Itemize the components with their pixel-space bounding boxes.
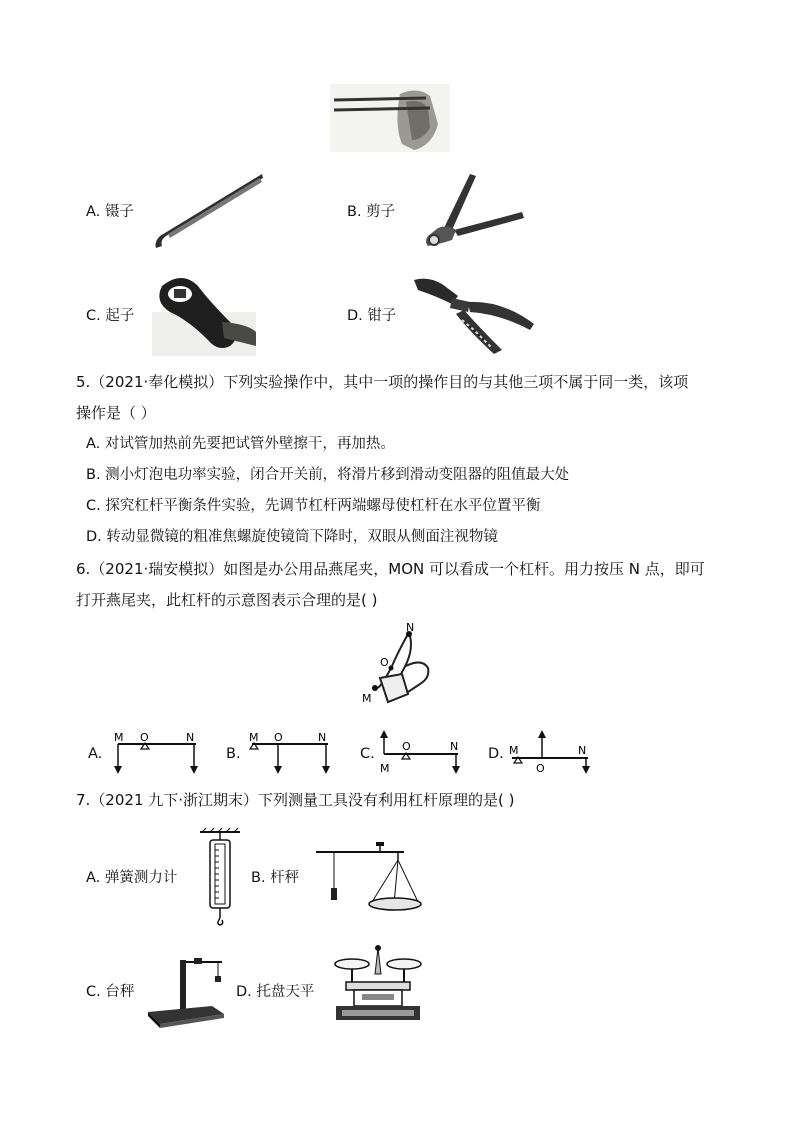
- option-a-m: M: [114, 731, 124, 744]
- q6-option-a-letter[interactable]: A.: [88, 746, 103, 762]
- option-c-m: M: [380, 762, 390, 775]
- option-d-n: N: [578, 744, 587, 757]
- option-d-m: M: [509, 744, 519, 757]
- q6-option-b-letter[interactable]: B.: [226, 746, 241, 762]
- platform-scale-image: [146, 954, 228, 1028]
- balance-image: [332, 944, 424, 1026]
- bolt-cutter-image: [418, 172, 526, 252]
- q5-option-a[interactable]: A. 对试管加热前先要把试管外壁擦干，再加热。: [86, 436, 395, 452]
- clip-label-m: M: [362, 692, 372, 705]
- option-c-n: N: [450, 740, 459, 753]
- option-c-o: O: [402, 740, 411, 753]
- q4-option-a-label[interactable]: A. 镊子: [86, 204, 134, 220]
- q7-option-c-label[interactable]: C. 台秤: [86, 984, 135, 1000]
- q6-option-a-diagram[interactable]: [112, 730, 202, 776]
- q4-option-c-label[interactable]: C. 起子: [86, 308, 135, 324]
- q6-option-d-diagram[interactable]: [508, 728, 594, 776]
- q7-option-a-label[interactable]: A. 弹簧测力计: [86, 870, 178, 886]
- q7-option-d-label[interactable]: D. 托盘天平: [236, 984, 315, 1000]
- q5-option-c[interactable]: C. 探究杠杆平衡条件实验，先调节杠杆两端螺母使杠杆在水平位置平衡: [86, 498, 541, 514]
- q6-option-c-diagram[interactable]: [378, 728, 464, 776]
- chopsticks-hand-image: [330, 84, 450, 152]
- q4-option-d-label[interactable]: D. 钳子: [347, 308, 397, 324]
- clip-label-o: O: [380, 656, 389, 669]
- q5-option-d[interactable]: D. 转动显微镜的粗准焦螺旋使镜筒下降时，双眼从侧面注视物镜: [86, 529, 498, 545]
- q5-option-b[interactable]: B. 测小灯泡电功率实验，闭合开关前，将滑片移到滑动变阻器的阻值最大处: [86, 467, 570, 483]
- q6-option-d-letter[interactable]: D.: [488, 746, 504, 762]
- option-a-n: N: [186, 731, 195, 744]
- clip-label-n: N: [406, 621, 415, 634]
- q5-stem-line1: 5.（2021·奉化模拟）下列实验操作中，其中一项的操作目的与其他三项不属于同一类，该项: [76, 373, 689, 391]
- option-a-o: O: [140, 731, 149, 744]
- tweezers-image: [150, 170, 265, 252]
- q6-option-b-diagram[interactable]: [248, 730, 334, 776]
- binder-clip-figure: [358, 622, 438, 708]
- bottle-opener-image: [152, 272, 256, 356]
- q4-option-b-label[interactable]: B. 剪子: [347, 204, 396, 220]
- q6-stem-line1: 6.（2021·瑞安模拟）如图是办公用品燕尾夹，MON 可以看成一个杠杆。用力按压 N 点，即可: [76, 560, 705, 578]
- option-b-o: O: [274, 731, 283, 744]
- q5-stem-line2: 操作是（ ）: [76, 404, 156, 422]
- spring-scale-image: [198, 828, 242, 926]
- q6-stem-line2: 打开燕尾夹，此杠杆的示意图表示合理的是( ): [76, 591, 378, 609]
- q6-option-c-letter[interactable]: C.: [360, 746, 375, 762]
- q7-stem: 7.（2021 九下·浙江期末）下列测量工具没有利用杠杆原理的是( ): [76, 791, 515, 809]
- q7-option-b-label[interactable]: B. 杆秤: [251, 870, 300, 886]
- pliers-image: [412, 274, 538, 356]
- steelyard-image: [314, 842, 422, 914]
- option-b-n: N: [318, 731, 327, 744]
- option-d-o: O: [536, 762, 545, 775]
- option-b-m: M: [249, 731, 259, 744]
